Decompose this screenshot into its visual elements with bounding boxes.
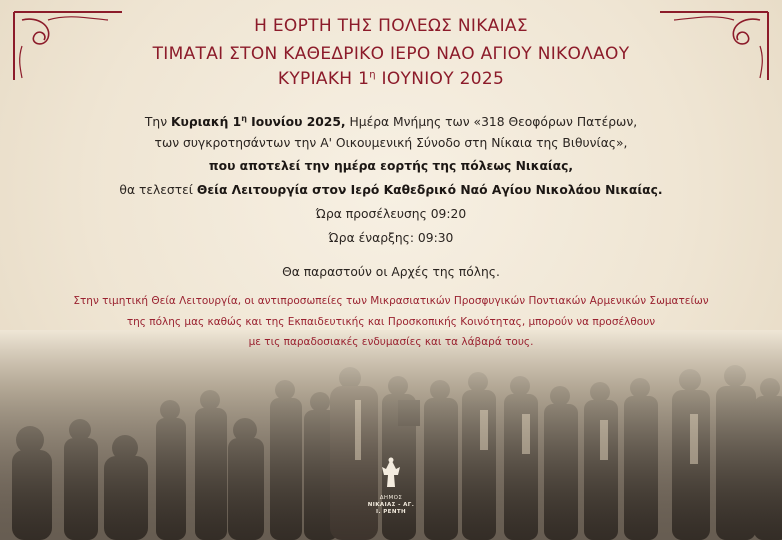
- notice-line-1: Στην τιμητική Θεία Λειτουργία, οι αντιπροσωπείες των Μικρασιατικών Προσφυγικών Ποντιακών Αρμενικών Σωματείων: [73, 295, 709, 307]
- title-line-1: Η ΕΟΡΤΗ ΤΗΣ ΠΟΛΕΩΣ ΝΙΚΑΙΑΣ: [254, 16, 528, 36]
- title-line-3: [0, 69, 782, 89]
- p1-prefix: Την: [144, 115, 171, 130]
- p4-bold: Θεία Λειτουργία στον Ιερό Καθεδρικό Ναό Αγίου Νικολάου Νικαίας.: [196, 183, 663, 197]
- notice-line-3: με τις παραδοσιακές ενδυμασίες και τα λάβαρά τους.: [248, 336, 534, 348]
- paragraph-line-1: [0, 114, 782, 129]
- paragraph-line-3: [0, 159, 782, 173]
- p1-date-rest: Ιουνίου 2025,: [246, 115, 346, 130]
- date-text: ΚΥΡΙΑΚΗ 1: [277, 69, 370, 89]
- p4-prefix: θα τελεστεί: [119, 183, 197, 197]
- date-superscript: η: [369, 69, 376, 81]
- logo-line-1: ΔΗΜΟΣ: [379, 495, 403, 501]
- paragraph-line-2: των συγκροτησάντων την Α' Οικουμενική Σύνοδο στη Νίκαια της Βιθυνίας»,: [154, 136, 628, 150]
- angel-emblem-icon: [378, 455, 404, 491]
- title-line-2: ΤΙΜΑΤΑΙ ΣΤΟΝ ΚΑΘΕΔΡΙΚΟ ΙΕΡΟ ΝΑΟ ΑΓΙΟΥ ΝΙΚΟΛΑΟΥ: [152, 44, 630, 64]
- paragraph-line-4: [0, 183, 782, 197]
- logo-line-2: ΝΙΚΑΙΑΣ - ΑΓ. Ι. ΡΕΝΤΗ: [367, 502, 415, 515]
- arrival-time: Ώρα προσέλευσης 09:20: [315, 207, 467, 221]
- municipality-logo: [365, 455, 417, 516]
- p1-superscript: η: [241, 114, 247, 123]
- start-time: Ώρα έναρξης: 09:30: [328, 231, 454, 245]
- p3-bold: που αποτελεί την ημέρα εορτής της πόλεως Νικαίας,: [208, 159, 574, 173]
- p1-suffix: Ημέρα Μνήμης των «318 Θεοφόρων Πατέρων,: [345, 115, 638, 130]
- p1-date: Κυριακή 1: [170, 115, 242, 130]
- authorities-note: Θα παραστούν οι Αρχές της πόλης.: [282, 265, 500, 279]
- notice-line-2: της πόλης μας καθώς και της Εκπαιδευτικής και Προσκοπικής Κοινότητας, μπορούν να προσέλθουν: [126, 316, 656, 328]
- date-month-year: ΙΟΥΝΙΟΥ 2025: [375, 69, 505, 89]
